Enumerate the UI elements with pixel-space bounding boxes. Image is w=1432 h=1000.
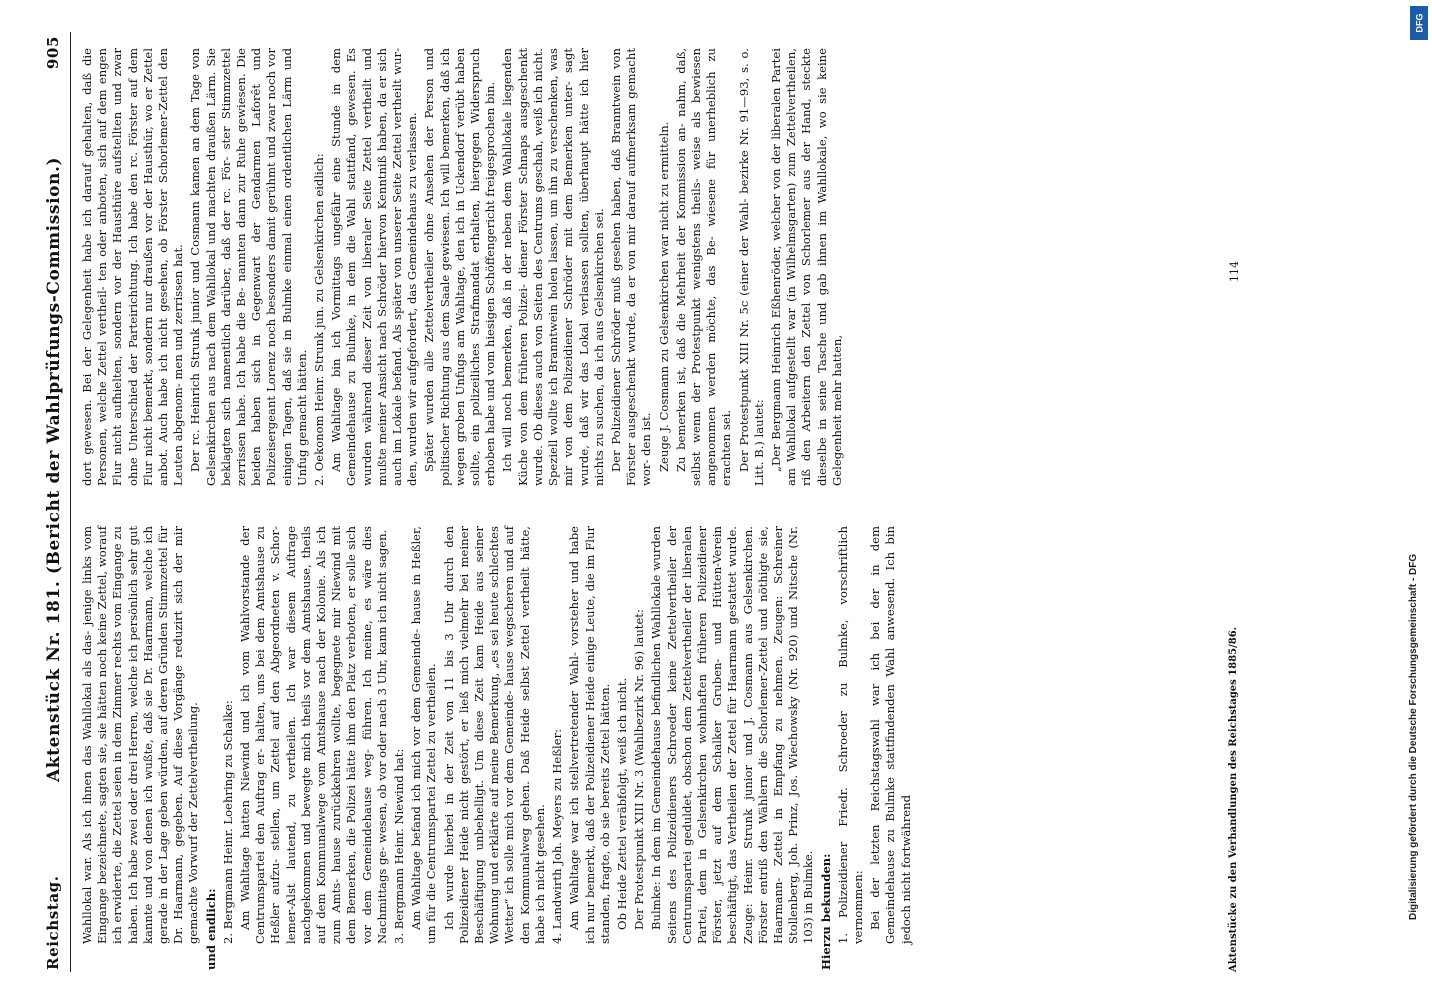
paragraph: Bulmke: In dem im Gemeindehause befindlichen Wahllokale wurden Seitens des Polizeidieners Schroeder keine Zettelvertheiler der Centrumspartei geduldet, obschon dem Zettelvertheiler der liberalen Partei, dem in Gelsenkirchen wohnhaften früheren Polizeidiener Förster, jetzt auf dem Schalker Gruben- und Hütten-Verein beschäftigt, das Vertheilen der Zettel für Haarmann gestattet wurde. Zeuge: Heinr. Strunk junior und J. Cosmann aus Gelsenkirchen. Förster entriß den Wählern die Schorlemer-Zettel und nöthigte sie, Haarmann- Zettel in Empfang zu nehmen. Zeugen: Schreiner Stollenberg, Joh. Prinz, Jos. Wiechowsky (Nr. 920) und Nitsche (Nr. 103) in Bulmke. <box>649 526 816 944</box>
digitization-note: Digitalisierung gefördert durch die Deutsche Forschungsgemeinschaft - DFG <box>1408 553 1419 920</box>
footer-source: Aktenstücke zu den Verhandlungen des Reichstages 1885/86. <box>1228 626 1239 972</box>
witness-heading: 3. Bergmann Heinr. Niewind hat: <box>392 748 407 944</box>
witness-heading: 2. Bergmann Heinr. Loehring zu Schalke: <box>220 700 235 944</box>
paragraph: und endlich: <box>203 888 218 970</box>
paragraph: Ich wurde hierbei in der Zeit von 11 bis 3 Uhr durch den Polizeidiener Heide nicht gestört, er ließ mich vielmehr bei meiner Beschäftigung unbehelligt. Um diese Zeit kam Heide aus seiner Wohnung und erklärte auf meine Bemerkung, „es sei heute schlechtes Wetter“ ich solle mich vor dem Gemeinde- hause wegscheren und auf den Kommunalweg gehen. Daß Heide selbst Zettel vertheilt hätte, habe ich nicht gesehen. <box>441 526 547 944</box>
witness-heading: 2. Oekonom Heinr. Strunk jun. zu Gelsenkirchen eidlich: <box>312 153 327 486</box>
paragraph: Ich will noch bemerken, daß in der neben dem Wahllokale liegenden Küche von dem früheren Polizei- diener Förster Schnaps ausgeschenkt wurde. Ob dieses auch von Seiten des Centrums geschah, weiß ich nicht. Speziell wollte ich Branntwein holen lassen, um ihn zu verschenken, was mir von dem Polizeidiener Schröder mit dem Bemerken unter- sagt wurde, daß wir das Lokal verlassen sollten, überhaupt hätte ich hier nichts zu suchen, da ich aus Gelsenkirchen sei. <box>500 48 606 486</box>
header-center: Aktenstück Nr. 181. (Bericht der Wahlprüfungs-Commission.) <box>44 156 64 782</box>
protest-heading: Der Protestpunkt XIII Nr. 5c (einer der Wahl- bezirke Nr. 91—93, s. o. Litt. B.) lautet: <box>736 48 766 486</box>
running-header <box>40 32 71 972</box>
paragraph: Der rc. Heinrich Strunk junior und Cosmann kamen an dem Tage von Gelsenkirchen aus nach dem Wahllokal und machten draußen Lärm. Sie beklagten sich namentlich darüber, daß der rc. För- ster Stimmzettel zerrissen habe. Ich habe die Be- nannten dann zur Ruhe gewiesen. Die beiden haben sich in Gegenwart der Gendarmen Laforêt und Polizeisergeant Lorenz noch besonders damit gerühmt und zwar noch vor einigen Tagen, daß sie in Bulmke einmal einen ordentlichen Lärm und Unfug gemacht hätten. <box>188 48 309 486</box>
paragraph: Wahllokal war. Als ich ihnen das Wahllokal als das- jenige links vom Eingange bezeichnete, sagten sie, sie hätten noch keine Zettel, worauf ich erwiderte, die Zettel seien in dem Zimmer rechts vom Eingange zu haben. Ich habe zwei oder drei Herren, welche ich persönlich sehr gut kannte und von denen ich wußte, daß sie Dr. Haarmann, welche ich gerade in der Lage geben würden, auf deren Gründen Stimmzettel für Dr. Haarmann, gegeben. Auf diese Vorgänge reduzirt sich der mir gemachte Vorwurf der Zettelvertheilung. <box>80 526 201 944</box>
text-column-left <box>80 526 916 970</box>
dfg-badge-label: DFG <box>1414 13 1424 33</box>
paragraph: Am Wahltage befand ich mich vor dem Gemeinde- hause in Heßler, um für die Centrumspartei Zettel zu vertheilen. <box>409 526 439 944</box>
paragraph: „Der Bergmann Heinrich Eßhenröder, welcher von der liberalen Partei am Wahllokal aufgestellt war (in Wilhelmsgarten) zum Zettelvertheilen, riß den Arbeitern den Zettel von Schorlemer aus der Hand, steckte dieselbe in seine Tasche und gab ihnen im Wahllokale, wo sie keine Gelegenheit mehr hatten, <box>768 48 844 486</box>
witness-heading: 4. Landwirth Joh. Meyers zu Heßler: <box>550 728 565 944</box>
paragraph: dort gewesen. Bei der Gelegenheit habe ich darauf gehalten, daß die Personen, welche Zettel vertheil- ten oder anboten, sich auf dem engen Flur nicht aufhielten, sondern vor der Hausthüre aufstellten und zwar ohne Unterschied der Parteirichtung. Ich habe den rc. Förster auf dem Flur nicht bemerkt, sondern nur draußen vor der Hausthür, wo er Zettel anbot. Auch habe ich nicht gesehen, ob Förster Schorlemer-Zettel den Leuten abgenom- men und zerrissen hat. <box>80 48 186 486</box>
paragraph: Am Wahltage war ich stellvertretender Wahl- vorsteher und habe ich nur bemerkt, daß der Polizeidiener Heide einige Leute, die im Flur standen, fragte, ob sie bereits Zettel hätten. <box>567 526 612 944</box>
paragraph: Hierzu bekunden: <box>818 853 833 970</box>
paragraph: Später wurden alle Zettelvertheiler ohne Ansehen der Person und politischer Richtung aus dem Saale gewiesen. Ich will bemerken, daß ich wegen groben Unfugs am Wahltage, den ich in Uckendorf verübt haben sollte, ein polizeiliches Strafmandat erhalten, hiergegen Widerspruch erhoben habe und vom hiesigen Schöffengericht freigesprochen bin. <box>422 48 498 486</box>
paragraph: Bei der letzten Reichstagswahl war ich bei der in dem Gemeindehause zu Bulmke stattfindenden Wahl anwesend. Ich bin jedoch nicht fortwährend <box>868 526 913 944</box>
signature-mark: 114 <box>1228 261 1241 282</box>
dfg-logo <box>1410 6 1428 40</box>
paragraph: Am Wahltage bin ich Vormittags ungefähr eine Stunde in dem Gemeindehause zu Bulmke, in dem die Wahl stattfand, gewesen. Es wurden während dieser Zeit von liberaler Seite Zettel vertheilt und mußte meiner Ansicht nach Schröder hiervon Kenntniß haben, da er sich auch im Lokale befand. Als später von unserer Seite Zettel vertheilt wur- den, wurden wir aufgefordert, das Gemeindehaus zu verlassen. <box>329 48 420 486</box>
header-left: Reichstag. <box>44 875 62 970</box>
paragraph: Der Polizeidiener Schröder muß gesehen haben, daß Branntwein von Förster ausgeschenkt wurde, da er von mir darauf aufmerksam gemacht wor- den ist. <box>608 48 654 486</box>
page-number: 905 <box>44 36 62 70</box>
protest-heading: Der Protestpunkt XIII Nr. 3 (Wahlbezirk Nr. 96) lautet: <box>632 609 647 930</box>
paragraph: Zeuge J. Cosmann zu Gelsenkirchen war nicht zu ermitteln. <box>656 121 671 472</box>
text-column-right <box>80 48 847 486</box>
digitization-margin <box>1406 40 1428 960</box>
page-body <box>40 32 1340 972</box>
paragraph: Zu bemerken ist, daß die Mehrheit der Kommission an- nahm, daß, selbst wenn der Protestpunkt wenigstens theils- weise als bewiesen angenommen werden möchte, das Be- wiesene für unerheblich zu erachten sei. <box>673 48 734 486</box>
paragraph: Ob Heide Zettel veräbfolgt, weiß ich nicht. <box>614 677 629 930</box>
witness-heading: 1. Polizeidiener Friedr. Schroeder zu Bulmke, vorschriftlich vernommen: <box>835 526 865 944</box>
paragraph: Am Wahltage hatten Niewind und ich vom Wahlvorstande der Centrumspartei den Auftrag er- halten, uns bei dem Amtshause zu Heßler aufzu- stellen, um Zettel auf den Abgeordneten v. Schor- lemer-Alst lautend, zu vertheilen. Ich war diesem Auftrage nachgekommen und bewegte mich theils vor dem Amtshause, theils auf dem Kommunalwege vom Amtshause nach der Kolonie. Als ich zum Amts- hause zurückkehren wollte, begegnete mir Niewind mit dem Bemerken, die Polizei hätte ihm den Platz verboten, er solle sich vor dem Gemeindehause weg- führen. Ich meine, es wäre dies Nachmittags ge- wesen, ob vor oder nach 3 Uhr, kann ich nicht sagen. <box>238 526 389 944</box>
